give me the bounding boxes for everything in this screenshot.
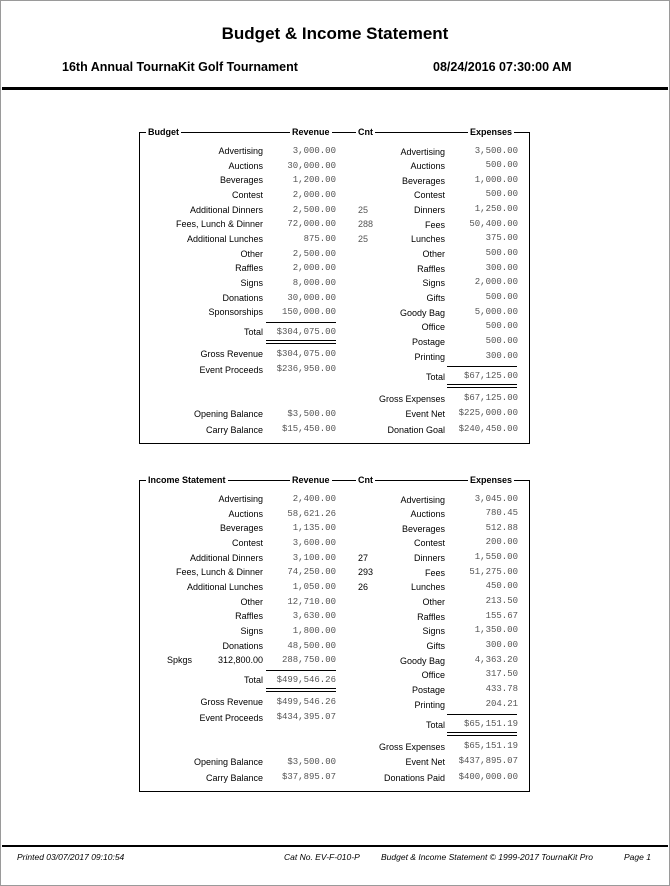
revenue-label: Advertising — [218, 494, 263, 504]
expense-value: 780.45 — [485, 508, 518, 519]
revenue-count: 27 — [358, 552, 369, 563]
event-proceeds-label: Event Proceeds — [199, 712, 263, 723]
expense-label: Fees — [424, 219, 445, 230]
gross-expenses-label: Gross Expenses — [378, 394, 445, 404]
revenue-count: 25 — [358, 204, 369, 215]
revenue-count: 293 — [358, 567, 374, 578]
revenue-label: Auctions — [228, 160, 263, 171]
income-statement-panel — [139, 475, 530, 792]
revenue-value: 30,000.00 — [287, 160, 336, 171]
revenue-value: 150,000.00 — [281, 307, 336, 318]
revenue-value: 1,135.00 — [292, 523, 336, 534]
revenue-column-header: Revenue — [292, 127, 330, 137]
gross-expenses: $65,151.19 — [463, 741, 518, 751]
expense-subtotal-line — [447, 366, 517, 367]
revenue-label: Fees, Lunch & Dinner — [175, 219, 263, 230]
revenue-total-double-line — [266, 340, 336, 344]
revenue-total-double-line — [266, 688, 336, 692]
expense-label: Printing — [414, 351, 445, 362]
expense-value: 3,045.00 — [474, 493, 518, 504]
count-column-header: Cnt — [358, 475, 373, 485]
header-rule — [2, 87, 668, 90]
opening-balance-label: Opening Balance — [193, 409, 263, 419]
expense-value: 300.00 — [485, 262, 518, 273]
revenue-total: $304,075.00 — [276, 326, 336, 337]
expense-label: Dinners — [413, 553, 445, 564]
expense-value: 5,000.00 — [474, 306, 518, 317]
revenue-value: 8,000.00 — [292, 277, 336, 288]
revenue-value: 1,050.00 — [292, 581, 336, 592]
expense-value: 375.00 — [485, 233, 518, 244]
revenue-value: 3,000.00 — [292, 146, 336, 156]
expense-label: Goody Bag — [399, 655, 445, 666]
expense-total-label: Total — [425, 371, 445, 382]
revenue-count: 25 — [358, 233, 369, 244]
revenue-value: 2,400.00 — [292, 494, 336, 504]
event-net: $225,000.00 — [458, 408, 518, 418]
revenue-label: Additional Dinners — [189, 204, 263, 215]
revenue-value: 2,500.00 — [292, 248, 336, 259]
revenue-label: Raffles — [235, 611, 263, 622]
expense-value: 317.50 — [485, 669, 518, 680]
spkgs-amount: 312,800.00 — [217, 655, 263, 666]
expense-label: Signs — [422, 278, 445, 289]
copyright: Budget & Income Statement © 1999-2017 TournaKit Pro — [381, 852, 593, 862]
event-net-label: Event Net — [405, 409, 445, 419]
expense-value: 1,350.00 — [474, 625, 518, 636]
page-number: Page 1 — [624, 852, 651, 862]
expense-label: Postage — [411, 336, 445, 347]
gross-expenses: $67,125.00 — [463, 393, 518, 403]
expense-value: 300.00 — [485, 640, 518, 650]
revenue-count: 26 — [358, 581, 369, 592]
expense-label: Other — [422, 249, 445, 260]
revenue-value: 2,500.00 — [292, 204, 336, 215]
expense-value: 50,400.00 — [469, 218, 518, 229]
revenue-label: Signs — [240, 277, 263, 288]
expense-label: Gifts — [426, 641, 445, 651]
revenue-value: 2,000.00 — [292, 189, 336, 200]
footer-rule — [2, 845, 668, 847]
expense-label: Printing — [414, 699, 445, 710]
event-name: 16th Annual TournaKit Golf Tournament — [62, 60, 298, 74]
gross-revenue: $304,075.00 — [276, 348, 336, 359]
expense-label: Lunches — [410, 234, 445, 245]
expense-label: Fees — [424, 567, 445, 578]
report-title: Budget & Income Statement — [221, 24, 449, 43]
budget-panel — [139, 127, 530, 444]
revenue-subtotal-line — [266, 670, 336, 671]
revenue-value: 3,600.00 — [292, 537, 336, 548]
expense-total: $67,125.00 — [463, 370, 518, 381]
expense-label: Office — [421, 322, 445, 333]
expense-value: 155.67 — [485, 610, 518, 621]
revenue-label: Donations — [222, 640, 263, 651]
expense-label: Beverages — [401, 175, 445, 186]
revenue-value: 30,000.00 — [287, 292, 336, 303]
expense-label: Other — [422, 597, 445, 608]
spkgs-label: Spkgs — [167, 655, 193, 666]
revenue-label: Signs — [240, 625, 263, 636]
revenue-label: Additional Lunches — [186, 581, 263, 592]
expense-label: Contest — [413, 190, 445, 201]
revenue-value: 74,250.00 — [287, 567, 336, 578]
expense-total-label: Total — [425, 719, 445, 730]
revenue-label: Additional Dinners — [189, 552, 263, 563]
expense-value: 512.88 — [485, 522, 518, 533]
revenue-value: 875.00 — [303, 233, 336, 244]
gross-expenses-label: Gross Expenses — [378, 742, 445, 752]
revenue-value: 3,100.00 — [292, 552, 336, 563]
count-column-header: Cnt — [358, 127, 373, 137]
expense-label: Dinners — [413, 205, 445, 216]
revenue-total: $499,546.26 — [276, 674, 336, 685]
revenue-label: Fees, Lunch & Dinner — [175, 567, 263, 578]
revenue-value: 1,800.00 — [292, 625, 336, 636]
revenue-value: 2,000.00 — [292, 263, 336, 274]
carry-balance: $15,450.00 — [281, 424, 336, 434]
expense-label: Contest — [413, 538, 445, 549]
expense-total-double-line — [447, 384, 517, 388]
expense-total-double-line — [447, 732, 517, 736]
expense-label: Raffles — [417, 263, 445, 274]
expense-label: Office — [421, 670, 445, 681]
expense-value: 500.00 — [485, 292, 518, 302]
revenue-label: Raffles — [235, 263, 263, 274]
expense-value: 1,250.00 — [474, 204, 518, 215]
opening-balance: $3,500.00 — [287, 409, 336, 419]
expense-value: 4,363.20 — [474, 654, 518, 665]
revenue-label: Donations — [222, 292, 263, 303]
revenue-label: Other — [240, 596, 263, 607]
revenue-value: 58,621.26 — [287, 508, 336, 519]
goal-label: Donation Goal — [387, 425, 445, 435]
expense-value: 500.00 — [485, 321, 518, 332]
expense-value: 204.21 — [485, 698, 518, 709]
expense-value: 433.78 — [485, 683, 518, 694]
expense-label: Beverages — [401, 523, 445, 534]
revenue-count: 288 — [358, 219, 374, 230]
revenue-label: Sponsorships — [208, 307, 263, 318]
catalog-number: Cat No. EV-F-010-P — [284, 852, 360, 862]
event-net-label: Event Net — [405, 757, 445, 767]
opening-balance: $3,500.00 — [287, 757, 336, 767]
expense-subtotal-line — [447, 714, 517, 715]
expense-value: 500.00 — [485, 248, 518, 259]
expense-value: 51,275.00 — [469, 566, 518, 577]
event-proceeds: $434,395.07 — [276, 711, 336, 722]
expense-value: 1,000.00 — [474, 174, 518, 185]
gross-revenue-label: Gross Revenue — [200, 348, 263, 359]
event-proceeds: $236,950.00 — [276, 363, 336, 374]
opening-balance-label: Opening Balance — [193, 757, 263, 767]
revenue-label: Auctions — [228, 508, 263, 519]
expense-value: 1,550.00 — [474, 552, 518, 563]
goal-label: Donations Paid — [383, 773, 445, 783]
event-proceeds-label: Event Proceeds — [199, 364, 263, 375]
expense-value: 300.00 — [485, 350, 518, 361]
revenue-column-header: Revenue — [292, 475, 330, 485]
expense-label: Auctions — [410, 509, 445, 520]
expense-label: Advertising — [400, 146, 445, 157]
event-net: $437,895.07 — [458, 756, 518, 766]
revenue-label: Beverages — [219, 175, 263, 186]
expense-label: Auctions — [410, 161, 445, 172]
revenue-label: Advertising — [218, 146, 263, 156]
expense-value: 200.00 — [485, 537, 518, 548]
expense-value: 213.50 — [485, 596, 518, 607]
gross-revenue-label: Gross Revenue — [200, 696, 263, 707]
expense-label: Raffles — [417, 611, 445, 622]
expense-label: Goody Bag — [399, 307, 445, 318]
revenue-total-label: Total — [243, 326, 263, 337]
expense-label: Lunches — [410, 582, 445, 593]
expense-value: 2,000.00 — [474, 277, 518, 288]
carry-balance-label: Carry Balance — [205, 425, 263, 435]
revenue-label: Beverages — [219, 523, 263, 534]
revenue-value: 72,000.00 — [287, 219, 336, 230]
spkgs-value: 288,750.00 — [281, 655, 336, 666]
revenue-value: 12,710.00 — [287, 596, 336, 607]
goal-value: $240,450.00 — [458, 424, 518, 434]
panel-legend: Budget — [148, 127, 179, 137]
revenue-subtotal-line — [266, 322, 336, 323]
panel-legend: Income Statement — [148, 475, 226, 485]
revenue-value: 3,630.00 — [292, 611, 336, 622]
expense-value: 500.00 — [485, 189, 518, 200]
revenue-label: Contest — [231, 189, 263, 200]
event-datetime: 08/24/2016 07:30:00 AM — [433, 60, 572, 74]
expenses-column-header: Expenses — [470, 475, 513, 485]
expense-value: 450.00 — [485, 581, 518, 592]
expense-label: Gifts — [426, 293, 445, 303]
expense-label: Signs — [422, 626, 445, 637]
expense-value: 500.00 — [485, 335, 518, 346]
carry-balance: $37,895.07 — [281, 772, 336, 782]
expense-total: $65,151.19 — [463, 718, 518, 729]
revenue-total-label: Total — [243, 674, 263, 685]
expense-label: Postage — [411, 684, 445, 695]
expense-label: Advertising — [400, 494, 445, 505]
expense-value: 3,500.00 — [474, 145, 518, 156]
revenue-value: 1,200.00 — [292, 175, 336, 186]
carry-balance-label: Carry Balance — [205, 773, 263, 783]
gross-revenue: $499,546.26 — [276, 696, 336, 707]
revenue-label: Other — [240, 248, 263, 259]
expenses-column-header: Expenses — [470, 127, 513, 137]
revenue-value: 48,500.00 — [287, 640, 336, 651]
goal-value: $400,000.00 — [458, 772, 518, 782]
printed-date: Printed 03/07/2017 09:10:54 — [17, 852, 125, 862]
revenue-label: Additional Lunches — [186, 233, 263, 244]
expense-value: 500.00 — [485, 160, 518, 171]
revenue-label: Contest — [231, 537, 263, 548]
